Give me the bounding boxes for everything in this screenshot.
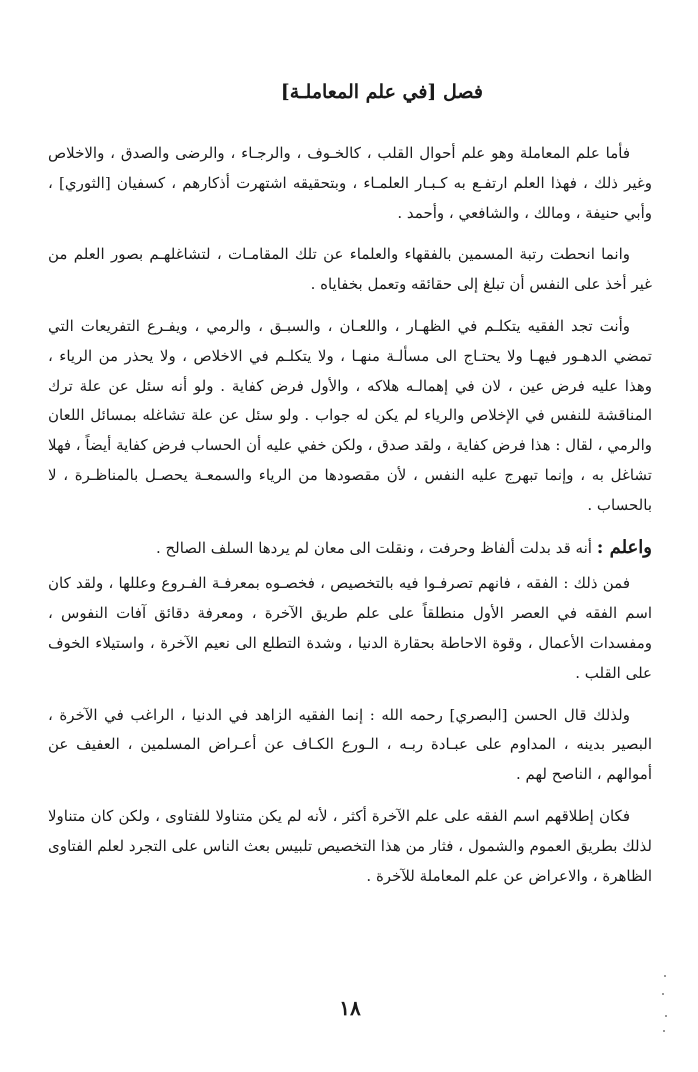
scan-edge-marks [662,975,668,1035]
paragraph-3: وأنت تجد الفقيه يتكلـم في الظهـار ، واللعـان ، والسبـق ، والرمي ، ويفـرع التفريعات التي تمضي الدهـور فيهـا ولا يحتـاج الى مسألـة منهـا ، ولا يتكلـم في الاخلاص ، ولا يحذر من الرياء ، وهذا عليه فرض عين ، لان في إهمالـه هلاكه ، والأول فرض كفاية . ولو أنه سئل عن علة ترك المناقشة للنفس في الإخلاص والرياء لم يكن له جواب . ولو سئل عن علة تشاغله بمسائل اللعان والرمي ، لقال : هذا فرض كفاية ، ولقد صدق ، ولكن خفي عليه أن الحساب فرض كفاية أيضاً ، فهلا تشاغل به ، وإنما تبهرج عليه النفس ، لأن مقصودها من الرياء والسمعـة يحصـل بالمناظـرة ، لا بالحساب . [48,316,652,514]
chapter-title: فصل [في علم المعاملـة] [280,81,483,103]
chapter-body [48,139,652,903]
paragraph-5: فمن ذلك : الفقه ، فانهم تصرفـوا فيه بالتخصيص ، فخصـوه بمعرفـة الفـروع وعللها ، ولقد كان اسم الفقه في العصر الأول منطلقاً على علم طريق الآخرة ، ومعرفة دقائق آفات النفوس ، ومفسدات الأعمال ، وقوة الاحاطة بحقارة الدنيا ، وشدة التطلع الى نعيم الآخرة ، واستيلاء الخوف على القلب . [48,574,652,682]
paragraph-4 [48,533,652,564]
page-number: ١٨ [339,996,361,1020]
paragraph-2: وانما انحطت رتبة المسمين بالفقهاء والعلماء عن تلك المقامـات ، لتشاغلهـم بصور العلم من غير أخذ على النفس أن تبلغ إلى حقائقه وتعمل بخفاياه . [48,245,652,294]
paragraph-7: فكان إطلاقهم اسم الفقه على علم الآخرة أكثر ، لأنه لم يكن متناولا للفتاوى ، ولكن كان متناولا لذلك بطريق العموم والشمول ، فثار من هذا التخصيص تلبيس بعث الناس على التجرد لعلم الفتاوى الظاهرة ، والاعراض عن علم المعاملة للآخرة . [48,806,652,885]
paragraph-1: فأما علم المعاملة وهو علم أحوال القلب ، كالخـوف ، والرجـاء ، والرضى والصدق ، والاخلاص وغير ذلك ، فهذا العلم ارتفـع به كـبـار العلمـاء ، وبتحقيقه اشتهرت أذكارهم ، كسفيان [الثوري] ، وأبي حنيفة ، ومالك ، والشافعي ، وأحمد . [48,144,652,222]
paragraph-6: ولذلك قال الحسن [البصري] رحمه الله : إنما الفقيه الزاهد في الدنيا ، الراغب في الآخرة ، البصير بدينه ، المداوم على عبـادة ربـه ، الـورع الكـاف عن أعـراض المسلمين ، العفيف عن أموالهم ، الناصح لهم . [48,705,652,784]
lead-word: واعلم : [596,536,652,558]
paragraph-4-text: أنه قد بدلت ألفاظ وحرفت ، ونقلت الى معان لم يردها السلف الصالح . [155,538,592,557]
